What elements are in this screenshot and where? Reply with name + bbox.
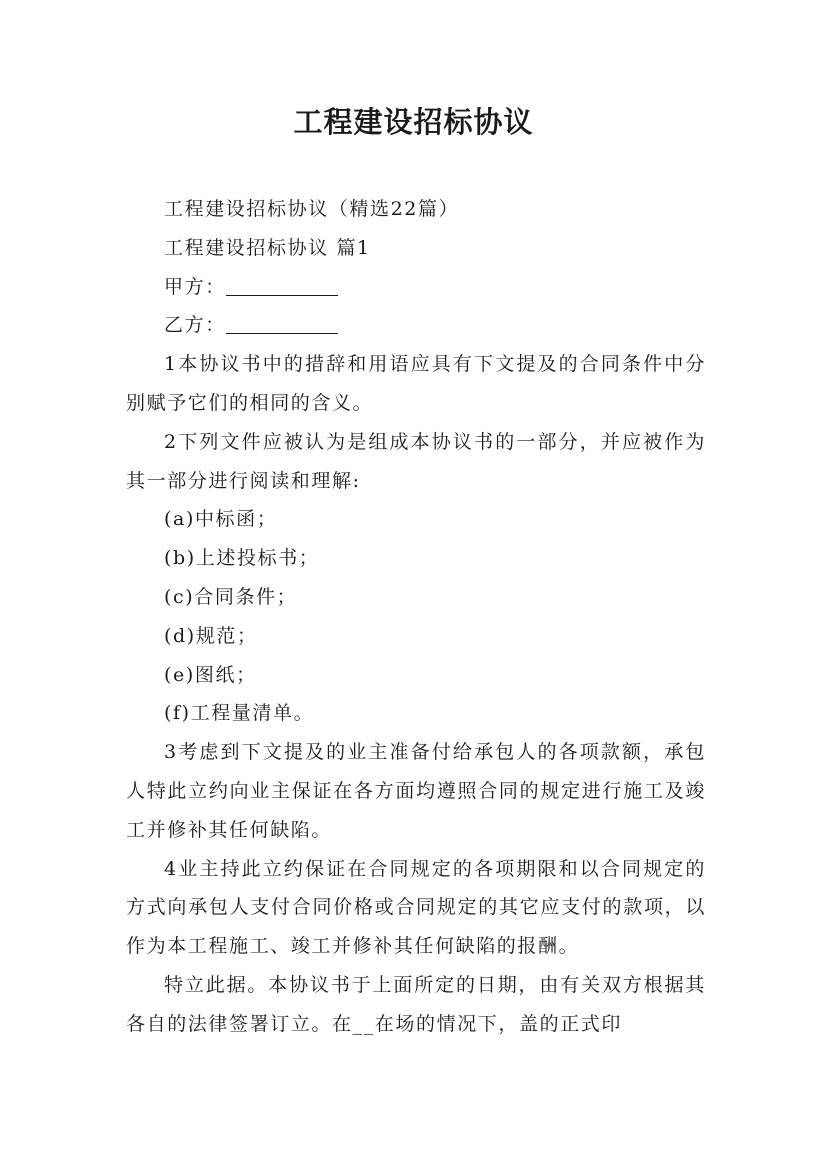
- party-b-line: [126, 306, 706, 345]
- list-item-b: (b)上述投标书；: [164, 547, 320, 570]
- party-a-label: 甲方：: [164, 275, 226, 298]
- party-a-blank: [226, 273, 338, 296]
- list-item-c: (c)合同条件；: [164, 585, 298, 608]
- party-b-blank: [226, 311, 338, 334]
- clause-4: 4业主持此立约保证在合同规定的各项期限和以合同规定的方式向承包人支付合同价格或合同规定的其它应支付的款项，以作为本工程施工、竣工并修补其任何缺陷的报酬。: [126, 857, 706, 958]
- section-heading: 工程建设招标协议 篇1: [164, 236, 371, 259]
- clause-2: 2下列文件应被认为是组成本协议书的一部分，并应被作为其一部分进行阅读和理解:: [126, 430, 706, 492]
- document-subtitle: 工程建设招标协议（精选22篇）: [164, 198, 460, 220]
- party-a-line: [126, 268, 706, 307]
- document-title: 工程建设招标协议: [293, 105, 534, 139]
- document-body: [126, 190, 706, 1044]
- clause-3: 3考虑到下文提及的业主准备付给承包人的各项款额，承包人特此立约向业主保证在各方面均遵照合同的规定进行施工及竣工并修补其任何缺陷。: [126, 741, 706, 841]
- list-item-d: (d)规范；: [164, 624, 258, 647]
- list-item-f: (f)工程量清单。: [164, 702, 315, 725]
- closing-paragraph: 特立此据。本协议书于上面所定的日期，由有关双方根据其各自的法律签署订立。在__在场的情况下，盖的正式印: [126, 973, 706, 1035]
- list-item-a: (a)中标函；: [164, 508, 278, 531]
- clause-1: 1本协议书中的措辞和用语应具有下文提及的合同条件中分别赋予它们的相同的含义。: [126, 353, 706, 414]
- party-b-label: 乙方：: [164, 314, 226, 337]
- list-item-e: (e)图纸；: [164, 663, 257, 686]
